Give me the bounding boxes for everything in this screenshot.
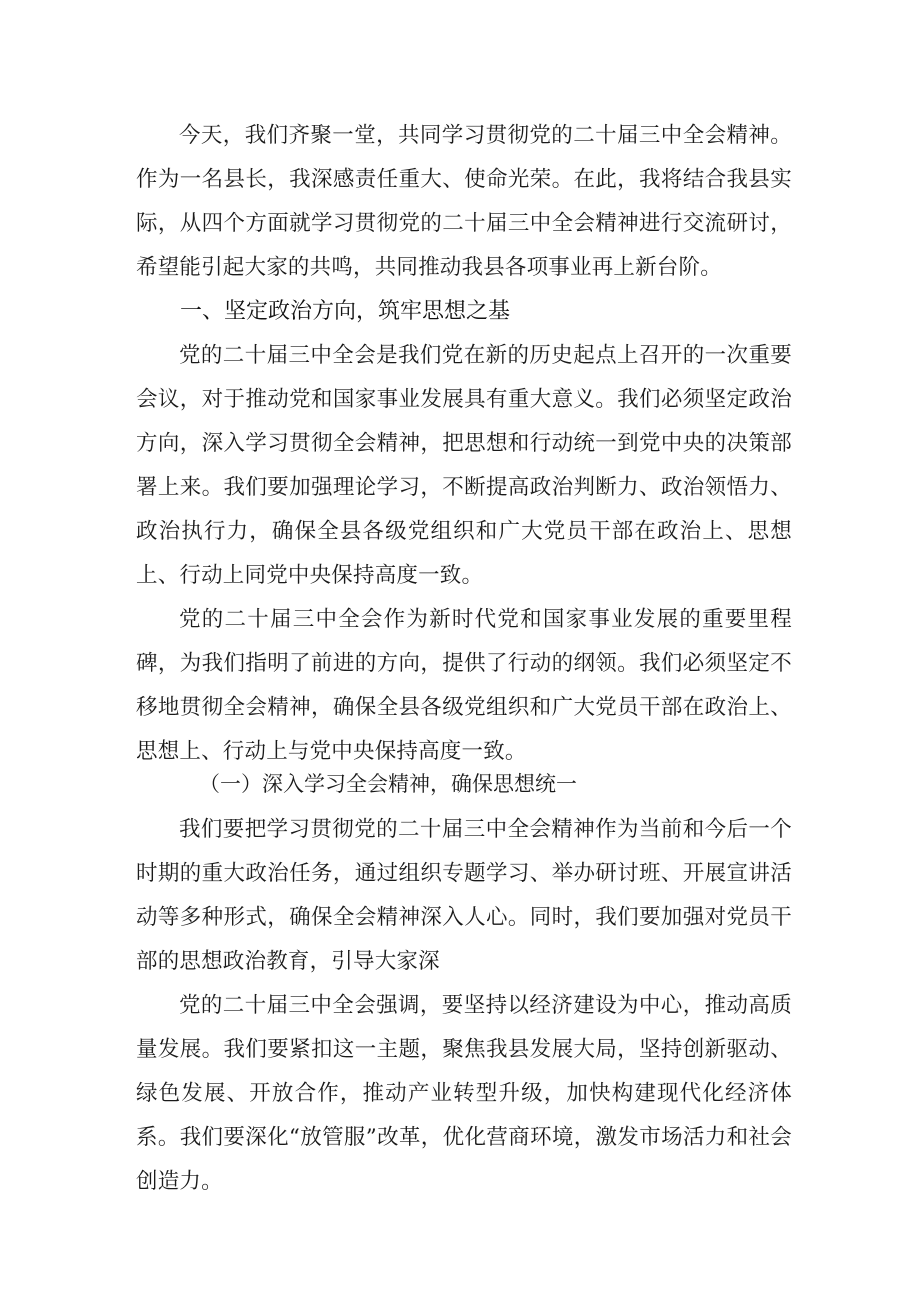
section-1-title: 一、坚定政治方向，筑牢思想之基 bbox=[180, 299, 511, 324]
section-1-paragraph-1: 党的二十届三中全会是我们党在新的历史起点上召开的一次重要会议，对于推动党和国家事业发展具有重大意义。我们必须坚定政治方向，深入学习贯彻全会精神，把思想和行动统一到党中央的决策部署上来。我们要加强理论学习，不断提高政治判断力、政治领悟力、政治执行力，确保全县各级党组织和广大党员干部在政治上、思想上、行动上同党中央保持高度一致。 bbox=[136, 343, 792, 588]
subsection-1-paragraph: 我们要把学习贯彻党的二十届三中全会精神作为当前和今后一个时期的重大政治任务，通过组织专题学习、举办研讨班、开展宣讲活动等多种形式，确保全会精神深入人心。同时，我们要加强对党员干部的思想政治教育，引导大家深 bbox=[136, 817, 792, 974]
intro-paragraph: 今天，我们齐聚一堂，共同学习贯彻党的二十届三中全会精神。作为一名县长，我深感责任重大、使命光荣。在此，我将结合我县实际，从四个方面就学习贯彻党的二十届三中全会精神进行交流研讨，希望能引起大家的共鸣，共同推动我县各项事业再上新台阶。 bbox=[136, 123, 792, 280]
subsection-1-title: （一）深入学习全会精神，确保思想统一 bbox=[199, 772, 577, 796]
economy-paragraph: 党的二十届三中全会强调，要坚持以经济建设为中心，推动高质量发展。我们要紧扣这一主题，聚焦我县发展大局，坚持创新驱动、绿色发展、开放合作，推动产业转型升级，加快构建现代化经济体系。我们要深化“放管服”改革，优化营商环境，激发市场活力和社会创造力。 bbox=[136, 993, 792, 1194]
section-1-paragraph-2: 党的二十届三中全会作为新时代党和国家事业发展的重要里程碑，为我们指明了前进的方向，提供了行动的纲领。我们必须坚定不移地贯彻全会精神，确保全县各级党组织和广大党员干部在政治上、思想上、行动上与党中央保持高度一致。 bbox=[136, 607, 792, 764]
